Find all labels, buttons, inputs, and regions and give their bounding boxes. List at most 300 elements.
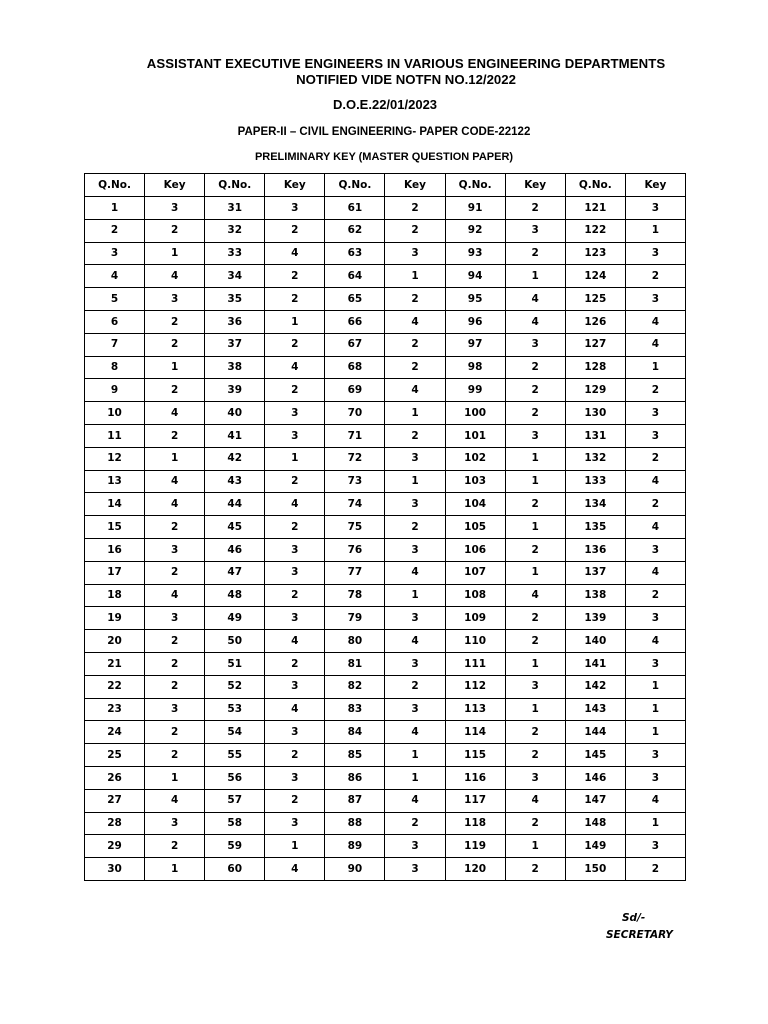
- question-number-cell: 70: [325, 402, 385, 425]
- question-number-cell: 87: [325, 789, 385, 812]
- question-number-cell: 137: [565, 561, 625, 584]
- table-row: [85, 242, 686, 265]
- answer-key-cell: 2: [385, 333, 445, 356]
- question-number-cell: 132: [565, 447, 625, 470]
- question-number-cell: 80: [325, 630, 385, 653]
- answer-key-cell: 1: [145, 356, 205, 379]
- answer-key-cell: 3: [145, 197, 205, 220]
- answer-key-cell: 2: [265, 744, 325, 767]
- question-number-cell: 22: [85, 675, 145, 698]
- question-number-cell: 64: [325, 265, 385, 288]
- question-number-cell: 11: [85, 424, 145, 447]
- answer-key-cell: 3: [385, 242, 445, 265]
- question-number-cell: 84: [325, 721, 385, 744]
- answer-key-cell: 1: [385, 402, 445, 425]
- question-number-cell: 30: [85, 858, 145, 881]
- question-number-cell: 135: [565, 516, 625, 539]
- question-number-cell: 10: [85, 402, 145, 425]
- answer-key-cell: 2: [145, 721, 205, 744]
- answer-key-cell: 4: [385, 789, 445, 812]
- question-number-cell: 139: [565, 607, 625, 630]
- question-number-cell: 72: [325, 447, 385, 470]
- notification-line: NOTIFIED VIDE NOTFN NO.12/2022: [296, 72, 516, 87]
- answer-key-cell: 2: [625, 584, 685, 607]
- answer-key-cell: 2: [145, 744, 205, 767]
- answer-key-cell: 2: [145, 835, 205, 858]
- question-number-cell: 91: [445, 197, 505, 220]
- question-number-cell: 109: [445, 607, 505, 630]
- answer-key-cell: 2: [505, 538, 565, 561]
- question-number-cell: 4: [85, 265, 145, 288]
- question-number-cell: 42: [205, 447, 265, 470]
- question-number-cell: 136: [565, 538, 625, 561]
- table-row: [85, 766, 686, 789]
- answer-key-cell: 2: [625, 447, 685, 470]
- answer-key-cell: 3: [385, 447, 445, 470]
- question-number-cell: 15: [85, 516, 145, 539]
- answer-key-cell: 3: [145, 288, 205, 311]
- question-number-cell: 16: [85, 538, 145, 561]
- table-row: [85, 744, 686, 767]
- question-number-cell: 102: [445, 447, 505, 470]
- table-row: [85, 630, 686, 653]
- question-number-cell: 107: [445, 561, 505, 584]
- table-row: [85, 493, 686, 516]
- question-number-cell: 29: [85, 835, 145, 858]
- answer-key-cell: 2: [625, 858, 685, 881]
- column-header-key: Key: [385, 174, 445, 197]
- date-of-exam: D.O.E.22/01/2023: [332, 97, 438, 112]
- answer-key-cell: 3: [505, 219, 565, 242]
- question-number-cell: 58: [205, 812, 265, 835]
- question-number-cell: 21: [85, 652, 145, 675]
- question-number-cell: 145: [565, 744, 625, 767]
- answer-key-cell: 3: [625, 744, 685, 767]
- answer-key-cell: 2: [505, 744, 565, 767]
- answer-key-cell: 3: [265, 812, 325, 835]
- question-number-cell: 35: [205, 288, 265, 311]
- question-number-cell: 122: [565, 219, 625, 242]
- answer-key-cell: 1: [385, 265, 445, 288]
- answer-key-cell: 4: [625, 333, 685, 356]
- question-number-cell: 41: [205, 424, 265, 447]
- answer-key-cell: 3: [265, 561, 325, 584]
- answer-key-cell: 1: [265, 447, 325, 470]
- question-number-cell: 92: [445, 219, 505, 242]
- column-header-qno: Q.No.: [325, 174, 385, 197]
- answer-key-cell: 3: [265, 197, 325, 220]
- answer-key-cell: 4: [385, 561, 445, 584]
- answer-key-cell: 2: [265, 288, 325, 311]
- answer-key-cell: 4: [625, 516, 685, 539]
- table-header-row: [85, 174, 686, 197]
- answer-key-cell: 2: [265, 219, 325, 242]
- question-number-cell: 53: [205, 698, 265, 721]
- table-row: [85, 584, 686, 607]
- answer-key-cell: 2: [145, 516, 205, 539]
- question-number-cell: 93: [445, 242, 505, 265]
- question-number-cell: 73: [325, 470, 385, 493]
- answer-key-cell: 2: [625, 493, 685, 516]
- question-number-cell: 76: [325, 538, 385, 561]
- answer-key-cell: 3: [505, 675, 565, 698]
- question-number-cell: 101: [445, 424, 505, 447]
- answer-key-cell: 4: [145, 789, 205, 812]
- question-number-cell: 52: [205, 675, 265, 698]
- table-row: [85, 652, 686, 675]
- answer-key-cell: 2: [385, 197, 445, 220]
- question-number-cell: 27: [85, 789, 145, 812]
- column-header-qno: Q.No.: [205, 174, 265, 197]
- answer-key-cell: 2: [145, 424, 205, 447]
- answer-key-cell: 2: [505, 402, 565, 425]
- question-number-cell: 14: [85, 493, 145, 516]
- answer-key-cell: 3: [625, 402, 685, 425]
- answer-key-cell: 2: [385, 356, 445, 379]
- table-row: [85, 402, 686, 425]
- question-number-cell: 56: [205, 766, 265, 789]
- table-row: [85, 858, 686, 881]
- question-number-cell: 98: [445, 356, 505, 379]
- table-row: [85, 333, 686, 356]
- answer-key-cell: 1: [505, 698, 565, 721]
- answer-key-cell: 2: [265, 265, 325, 288]
- answer-key-cell: 3: [145, 698, 205, 721]
- table-row: [85, 812, 686, 835]
- answer-key-cell: 4: [505, 310, 565, 333]
- table-row: [85, 424, 686, 447]
- answer-key-cell: 4: [265, 698, 325, 721]
- question-number-cell: 48: [205, 584, 265, 607]
- table-row: [85, 835, 686, 858]
- question-number-cell: 63: [325, 242, 385, 265]
- answer-key-cell: 4: [505, 584, 565, 607]
- question-number-cell: 95: [445, 288, 505, 311]
- column-header-key: Key: [145, 174, 205, 197]
- answer-key-cell: 2: [505, 721, 565, 744]
- question-number-cell: 2: [85, 219, 145, 242]
- question-number-cell: 127: [565, 333, 625, 356]
- table-row: [85, 561, 686, 584]
- answer-key-cell: 3: [385, 698, 445, 721]
- question-number-cell: 86: [325, 766, 385, 789]
- key-title: PRELIMINARY KEY (MASTER QUESTION PAPER): [254, 151, 514, 163]
- answer-key-cell: 4: [145, 493, 205, 516]
- question-number-cell: 33: [205, 242, 265, 265]
- column-header-qno: Q.No.: [85, 174, 145, 197]
- answer-key-cell: 2: [505, 630, 565, 653]
- answer-key-cell: 4: [265, 242, 325, 265]
- question-number-cell: 78: [325, 584, 385, 607]
- answer-key-cell: 4: [625, 630, 685, 653]
- answer-key-cell: 3: [265, 538, 325, 561]
- answer-key-cell: 2: [265, 379, 325, 402]
- question-number-cell: 90: [325, 858, 385, 881]
- question-number-cell: 5: [85, 288, 145, 311]
- question-number-cell: 75: [325, 516, 385, 539]
- answer-key-cell: 1: [145, 858, 205, 881]
- question-number-cell: 142: [565, 675, 625, 698]
- question-number-cell: 125: [565, 288, 625, 311]
- answer-key-cell: 2: [385, 424, 445, 447]
- answer-key-cell: 2: [145, 379, 205, 402]
- question-number-cell: 110: [445, 630, 505, 653]
- question-number-cell: 3: [85, 242, 145, 265]
- question-number-cell: 99: [445, 379, 505, 402]
- answer-key-cell: 2: [145, 333, 205, 356]
- answer-key-cell: 1: [505, 652, 565, 675]
- question-number-cell: 105: [445, 516, 505, 539]
- answer-key-cell: 3: [625, 835, 685, 858]
- question-number-cell: 148: [565, 812, 625, 835]
- answer-key-cell: 3: [625, 288, 685, 311]
- question-number-cell: 147: [565, 789, 625, 812]
- question-number-cell: 55: [205, 744, 265, 767]
- question-number-cell: 26: [85, 766, 145, 789]
- answer-key-cell: 2: [145, 675, 205, 698]
- answer-key-cell: 2: [265, 333, 325, 356]
- question-number-cell: 20: [85, 630, 145, 653]
- answer-key-cell: 3: [385, 607, 445, 630]
- answer-key-cell: 2: [505, 858, 565, 881]
- question-number-cell: 77: [325, 561, 385, 584]
- answer-key-cell: 2: [265, 470, 325, 493]
- question-number-cell: 130: [565, 402, 625, 425]
- answer-key-cell: 4: [625, 561, 685, 584]
- table-row: [85, 789, 686, 812]
- answer-key-cell: 3: [385, 652, 445, 675]
- answer-key-cell: 1: [385, 744, 445, 767]
- answer-key-cell: 1: [145, 242, 205, 265]
- table-row: [85, 310, 686, 333]
- question-number-cell: 88: [325, 812, 385, 835]
- question-number-cell: 68: [325, 356, 385, 379]
- question-number-cell: 47: [205, 561, 265, 584]
- table-row: [85, 675, 686, 698]
- answer-key-cell: 4: [145, 584, 205, 607]
- table-row: [85, 447, 686, 470]
- question-number-cell: 133: [565, 470, 625, 493]
- question-number-cell: 44: [205, 493, 265, 516]
- question-number-cell: 74: [325, 493, 385, 516]
- answer-key-cell: 3: [145, 812, 205, 835]
- answer-key-cell: 2: [265, 652, 325, 675]
- answer-key-cell: 4: [265, 356, 325, 379]
- answer-key-cell: 3: [625, 424, 685, 447]
- question-number-cell: 25: [85, 744, 145, 767]
- question-number-cell: 37: [205, 333, 265, 356]
- paper-title: PAPER-II – CIVIL ENGINEERING- PAPER CODE-22122: [237, 126, 531, 138]
- answer-key-cell: 2: [625, 379, 685, 402]
- question-number-cell: 19: [85, 607, 145, 630]
- question-number-cell: 149: [565, 835, 625, 858]
- question-number-cell: 150: [565, 858, 625, 881]
- answer-key-cell: 3: [505, 333, 565, 356]
- answer-key-cell: 3: [625, 607, 685, 630]
- answer-key-cell: 4: [385, 310, 445, 333]
- question-number-cell: 60: [205, 858, 265, 881]
- question-number-cell: 7: [85, 333, 145, 356]
- question-number-cell: 114: [445, 721, 505, 744]
- answer-key-cell: 4: [625, 310, 685, 333]
- question-number-cell: 108: [445, 584, 505, 607]
- question-number-cell: 46: [205, 538, 265, 561]
- question-number-cell: 138: [565, 584, 625, 607]
- question-number-cell: 8: [85, 356, 145, 379]
- question-number-cell: 51: [205, 652, 265, 675]
- table-row: [85, 379, 686, 402]
- answer-key-cell: 3: [265, 766, 325, 789]
- question-number-cell: 89: [325, 835, 385, 858]
- answer-key-cell: 1: [145, 447, 205, 470]
- question-number-cell: 62: [325, 219, 385, 242]
- question-number-cell: 57: [205, 789, 265, 812]
- column-header-key: Key: [265, 174, 325, 197]
- answer-key-cell: 2: [505, 812, 565, 835]
- question-number-cell: 119: [445, 835, 505, 858]
- answer-key-cell: 1: [265, 310, 325, 333]
- signatory-title: SECRETARY: [606, 929, 673, 941]
- question-number-cell: 104: [445, 493, 505, 516]
- answer-key-cell: 1: [625, 698, 685, 721]
- question-number-cell: 34: [205, 265, 265, 288]
- answer-key-cell: 2: [385, 219, 445, 242]
- question-number-cell: 43: [205, 470, 265, 493]
- column-header-qno: Q.No.: [445, 174, 505, 197]
- answer-key-cell: 2: [265, 584, 325, 607]
- question-number-cell: 83: [325, 698, 385, 721]
- question-number-cell: 116: [445, 766, 505, 789]
- answer-key-cell: 1: [625, 721, 685, 744]
- answer-key-table: [84, 173, 686, 881]
- answer-key-cell: 1: [625, 812, 685, 835]
- answer-key-cell: 1: [385, 584, 445, 607]
- table-row: [85, 721, 686, 744]
- question-number-cell: 71: [325, 424, 385, 447]
- document-title: ASSISTANT EXECUTIVE ENGINEERS IN VARIOUS ENGINEERING DEPARTMENTS: [146, 56, 666, 71]
- answer-key-cell: 4: [145, 470, 205, 493]
- answer-key-cell: 4: [265, 493, 325, 516]
- question-number-cell: 65: [325, 288, 385, 311]
- question-number-cell: 28: [85, 812, 145, 835]
- answer-key-cell: 4: [385, 630, 445, 653]
- answer-key-cell: 3: [625, 197, 685, 220]
- answer-key-cell: 3: [145, 607, 205, 630]
- column-header-key: Key: [505, 174, 565, 197]
- question-number-cell: 106: [445, 538, 505, 561]
- question-number-cell: 85: [325, 744, 385, 767]
- signature-mark: Sd/-: [622, 912, 646, 924]
- answer-key-cell: 3: [385, 835, 445, 858]
- answer-key-cell: 4: [145, 402, 205, 425]
- table-row: [85, 356, 686, 379]
- answer-key-cell: 4: [505, 789, 565, 812]
- answer-key-cell: 4: [625, 470, 685, 493]
- answer-key-cell: 3: [385, 538, 445, 561]
- question-number-cell: 69: [325, 379, 385, 402]
- question-number-cell: 45: [205, 516, 265, 539]
- column-header-key: Key: [625, 174, 685, 197]
- question-number-cell: 115: [445, 744, 505, 767]
- answer-key-cell: 3: [265, 675, 325, 698]
- answer-key-cell: 2: [505, 493, 565, 516]
- answer-key-cell: 2: [505, 379, 565, 402]
- question-number-cell: 103: [445, 470, 505, 493]
- answer-key-cell: 1: [505, 516, 565, 539]
- answer-key-cell: 1: [505, 835, 565, 858]
- answer-key-cell: 2: [505, 356, 565, 379]
- answer-key-cell: 3: [385, 858, 445, 881]
- question-number-cell: 141: [565, 652, 625, 675]
- table-row: [85, 288, 686, 311]
- question-number-cell: 32: [205, 219, 265, 242]
- answer-key-cell: 1: [625, 675, 685, 698]
- answer-key-cell: 1: [385, 766, 445, 789]
- answer-key-cell: 2: [385, 288, 445, 311]
- answer-key-cell: 3: [385, 493, 445, 516]
- table-row: [85, 219, 686, 242]
- answer-key-cell: 2: [265, 789, 325, 812]
- answer-key-cell: 1: [505, 470, 565, 493]
- answer-key-cell: 3: [625, 242, 685, 265]
- question-number-cell: 18: [85, 584, 145, 607]
- table-row: [85, 538, 686, 561]
- answer-key-cell: 2: [265, 516, 325, 539]
- question-number-cell: 9: [85, 379, 145, 402]
- answer-key-cell: 1: [385, 470, 445, 493]
- question-number-cell: 128: [565, 356, 625, 379]
- question-number-cell: 81: [325, 652, 385, 675]
- answer-key-cell: 2: [145, 561, 205, 584]
- answer-key-cell: 4: [145, 265, 205, 288]
- answer-key-cell: 1: [625, 356, 685, 379]
- answer-key-cell: 3: [625, 766, 685, 789]
- table-row: [85, 698, 686, 721]
- table-row: [85, 607, 686, 630]
- answer-key-cell: 2: [145, 652, 205, 675]
- question-number-cell: 31: [205, 197, 265, 220]
- answer-key-cell: 3: [265, 721, 325, 744]
- question-number-cell: 6: [85, 310, 145, 333]
- answer-key-cell: 3: [145, 538, 205, 561]
- question-number-cell: 143: [565, 698, 625, 721]
- answer-key-cell: 4: [265, 858, 325, 881]
- table-row: [85, 265, 686, 288]
- question-number-cell: 111: [445, 652, 505, 675]
- answer-key-cell: 3: [505, 766, 565, 789]
- answer-key-cell: 1: [145, 766, 205, 789]
- question-number-cell: 129: [565, 379, 625, 402]
- question-number-cell: 50: [205, 630, 265, 653]
- question-number-cell: 24: [85, 721, 145, 744]
- answer-key-cell: 3: [625, 652, 685, 675]
- question-number-cell: 126: [565, 310, 625, 333]
- answer-key-cell: 4: [385, 379, 445, 402]
- answer-key-cell: 1: [265, 835, 325, 858]
- question-number-cell: 36: [205, 310, 265, 333]
- question-number-cell: 61: [325, 197, 385, 220]
- question-number-cell: 112: [445, 675, 505, 698]
- question-number-cell: 100: [445, 402, 505, 425]
- answer-key-cell: 4: [625, 789, 685, 812]
- question-number-cell: 146: [565, 766, 625, 789]
- answer-key-cell: 4: [265, 630, 325, 653]
- question-number-cell: 131: [565, 424, 625, 447]
- question-number-cell: 144: [565, 721, 625, 744]
- answer-key-cell: 1: [625, 219, 685, 242]
- answer-key-cell: 2: [625, 265, 685, 288]
- table-row: [85, 470, 686, 493]
